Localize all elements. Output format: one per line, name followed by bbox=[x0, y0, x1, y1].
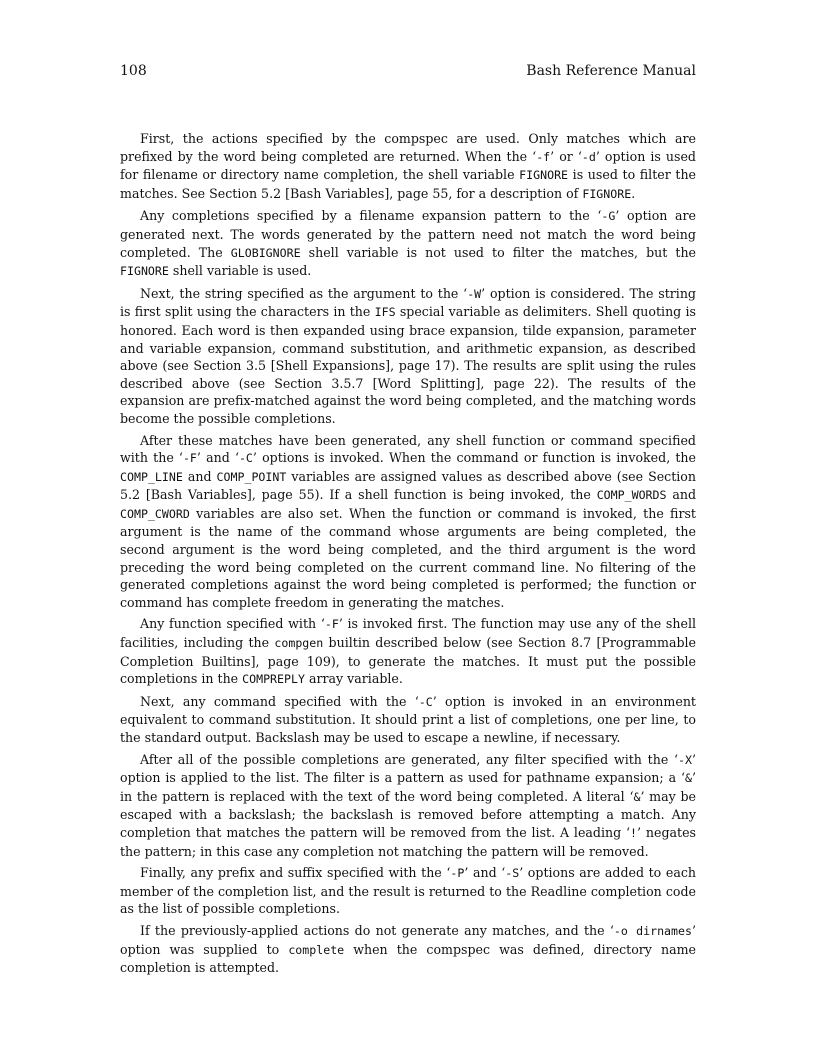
inline-code: COMP_LINE bbox=[120, 469, 183, 484]
text-run: when the compspec was defined, directory name completion is attempted. bbox=[120, 941, 696, 976]
inline-code: -C bbox=[418, 694, 433, 709]
inline-code: -S bbox=[505, 866, 520, 881]
text-run: ’ option are generated next. The words generated by the pattern need not match the word being completed. The bbox=[120, 208, 696, 260]
inline-code: IFS bbox=[374, 305, 396, 320]
text-run: After these matches have been generated, any shell function or command specified with the ‘ bbox=[120, 432, 696, 466]
text-run: Any completions specified by a filename expansion pattern to the ‘ bbox=[140, 208, 602, 224]
text-run: ’ is invoked first. The function may use any of the shell facilities, including the bbox=[120, 616, 696, 651]
text-run: array variable. bbox=[304, 671, 403, 687]
text-run: Any function specified with ‘ bbox=[140, 616, 325, 632]
text-run: special variable as delimiters. Shell quoting is honored. Each word is then expanded using brace expansion, tilde expansion, parameter and variable expansion, command substitution, and arithmetic expansion, as described above (see Section 3.5 [Shell Expansions], page 17). The results are split using the rules described above (see Section 3.5.7 [Word Splitting], page 22). The results of the expansion are prefix-matched against the word being completed, and the matching words become the possible completions. bbox=[120, 304, 696, 426]
inline-code: & bbox=[633, 789, 641, 804]
paragraph bbox=[120, 693, 696, 747]
text-run: . bbox=[631, 185, 636, 201]
inline-code: compgen bbox=[274, 636, 324, 651]
inline-code: FIGNORE bbox=[582, 186, 632, 201]
paragraph bbox=[120, 751, 696, 861]
text-run: and bbox=[182, 468, 217, 484]
inline-code: COMP_POINT bbox=[216, 469, 287, 484]
inline-code: COMP_CWORD bbox=[120, 506, 190, 521]
inline-code: COMPREPLY bbox=[242, 672, 305, 687]
inline-code: FIGNORE bbox=[519, 168, 569, 183]
inline-code: -P bbox=[450, 866, 465, 881]
paragraph bbox=[120, 432, 696, 612]
text-run: ’ and ‘ bbox=[464, 865, 506, 881]
inline-code: complete bbox=[288, 942, 345, 957]
inline-code: -f bbox=[536, 149, 551, 164]
text-run: is used to filter the matches. See Section 5.2 [Bash Variables], page 55, for a description of bbox=[120, 167, 697, 201]
inline-code: COMP_WORDS bbox=[596, 488, 667, 503]
inline-code: -G bbox=[601, 209, 616, 224]
inline-code: -d bbox=[581, 149, 596, 164]
text-run: If the previously-applied actions do not generate any matches, and the ‘ bbox=[140, 922, 614, 938]
paragraph bbox=[120, 864, 696, 918]
inline-code: -F bbox=[324, 617, 339, 632]
text-run: ’ in the pattern is replaced with the text of the word being completed. A literal ‘ bbox=[120, 770, 696, 804]
inline-code: ! bbox=[630, 825, 638, 840]
body-text bbox=[120, 130, 696, 981]
inline-code: GLOBIGNORE bbox=[230, 245, 301, 260]
inline-code: -C bbox=[238, 451, 253, 466]
page-number: 108 bbox=[120, 63, 147, 79]
inline-code: -o dirnames bbox=[613, 923, 692, 938]
text-run: ’ option is considered. The string is first split using the characters in the bbox=[120, 285, 696, 320]
text-run: variables are assigned values as described above (see Section 5.2 [Bash Variables], page 55). If a shell function is being invoked, the bbox=[120, 468, 697, 503]
text-run: ’ option is invoked in an environment equivalent to command substitution. It should print a list of completions, one per line, to the standard output. Backslash may be used to escape a newline, if necessary. bbox=[120, 693, 696, 745]
paragraph bbox=[120, 207, 696, 280]
text-run: ’ and ‘ bbox=[196, 450, 239, 466]
text-run: variables are also set. When the function or command is invoked, the first argument is the name of the command whose arguments are being completed, the second argument is the word being completed, and the third argument is the word preceding the word being completed on the current command line. No filtering of the generated completions against the word being completed is performed; the function or command has complete freedom in generating the matches. bbox=[120, 505, 696, 610]
text-run: ’ option is applied to the list. The filter is a pattern as used for pathname expansion; a ‘ bbox=[120, 751, 696, 786]
text-run: ’ or ‘ bbox=[550, 148, 582, 164]
paragraph bbox=[120, 285, 696, 428]
text-run: After all of the possible completions are generated, any filter specified with the ‘ bbox=[140, 751, 679, 767]
text-run: builtin described below (see Section 8.7 [Programmable Completion Builtins], page 109), to generate the matches. It must put the possible completions in the bbox=[120, 635, 696, 687]
text-run: Next, the string specified as the argument to the ‘ bbox=[140, 285, 468, 301]
text-run: ’ options is invoked. When the command or function is invoked, the bbox=[252, 450, 696, 466]
text-run: Finally, any prefix and suffix specified with the ‘ bbox=[140, 865, 451, 881]
text-run: First, the actions specified by the compspec are used. Only matches which are prefixed by the word being completed are returned. When the ‘ bbox=[120, 131, 696, 164]
text-run: ’ option is used for filename or directory name completion, the shell variable bbox=[120, 148, 696, 183]
text-run: ’ may be escaped with a backslash; the backslash is removed before attempting a match. Any completion that matches the pattern will be removed from the list. A leading ‘ bbox=[120, 788, 696, 840]
inline-code: FIGNORE bbox=[120, 264, 169, 279]
paragraph bbox=[120, 615, 696, 688]
paragraph bbox=[120, 922, 696, 977]
running-header bbox=[120, 63, 696, 83]
manual-title: Bash Reference Manual bbox=[526, 63, 696, 79]
paragraph bbox=[120, 130, 696, 203]
text-run: ’ option was supplied to bbox=[120, 922, 696, 957]
text-run: shell variable is used. bbox=[168, 263, 312, 279]
text-run: and bbox=[666, 487, 697, 503]
inline-code: -X bbox=[678, 752, 692, 767]
text-run: ’ options are added to each member of the completion list, and the result is returned to the Readline completion code as the list of possible completions. bbox=[120, 865, 696, 917]
text-run: Next, any command specified with the ‘ bbox=[140, 693, 419, 709]
inline-code: -F bbox=[182, 451, 197, 466]
text-run: ’ negates the pattern; in this case any completion not matching the pattern will be removed. bbox=[120, 824, 696, 859]
text-run: shell variable is not used to filter the matches, but the bbox=[300, 244, 697, 260]
inline-code: & bbox=[685, 771, 692, 786]
inline-code: -W bbox=[467, 286, 482, 301]
